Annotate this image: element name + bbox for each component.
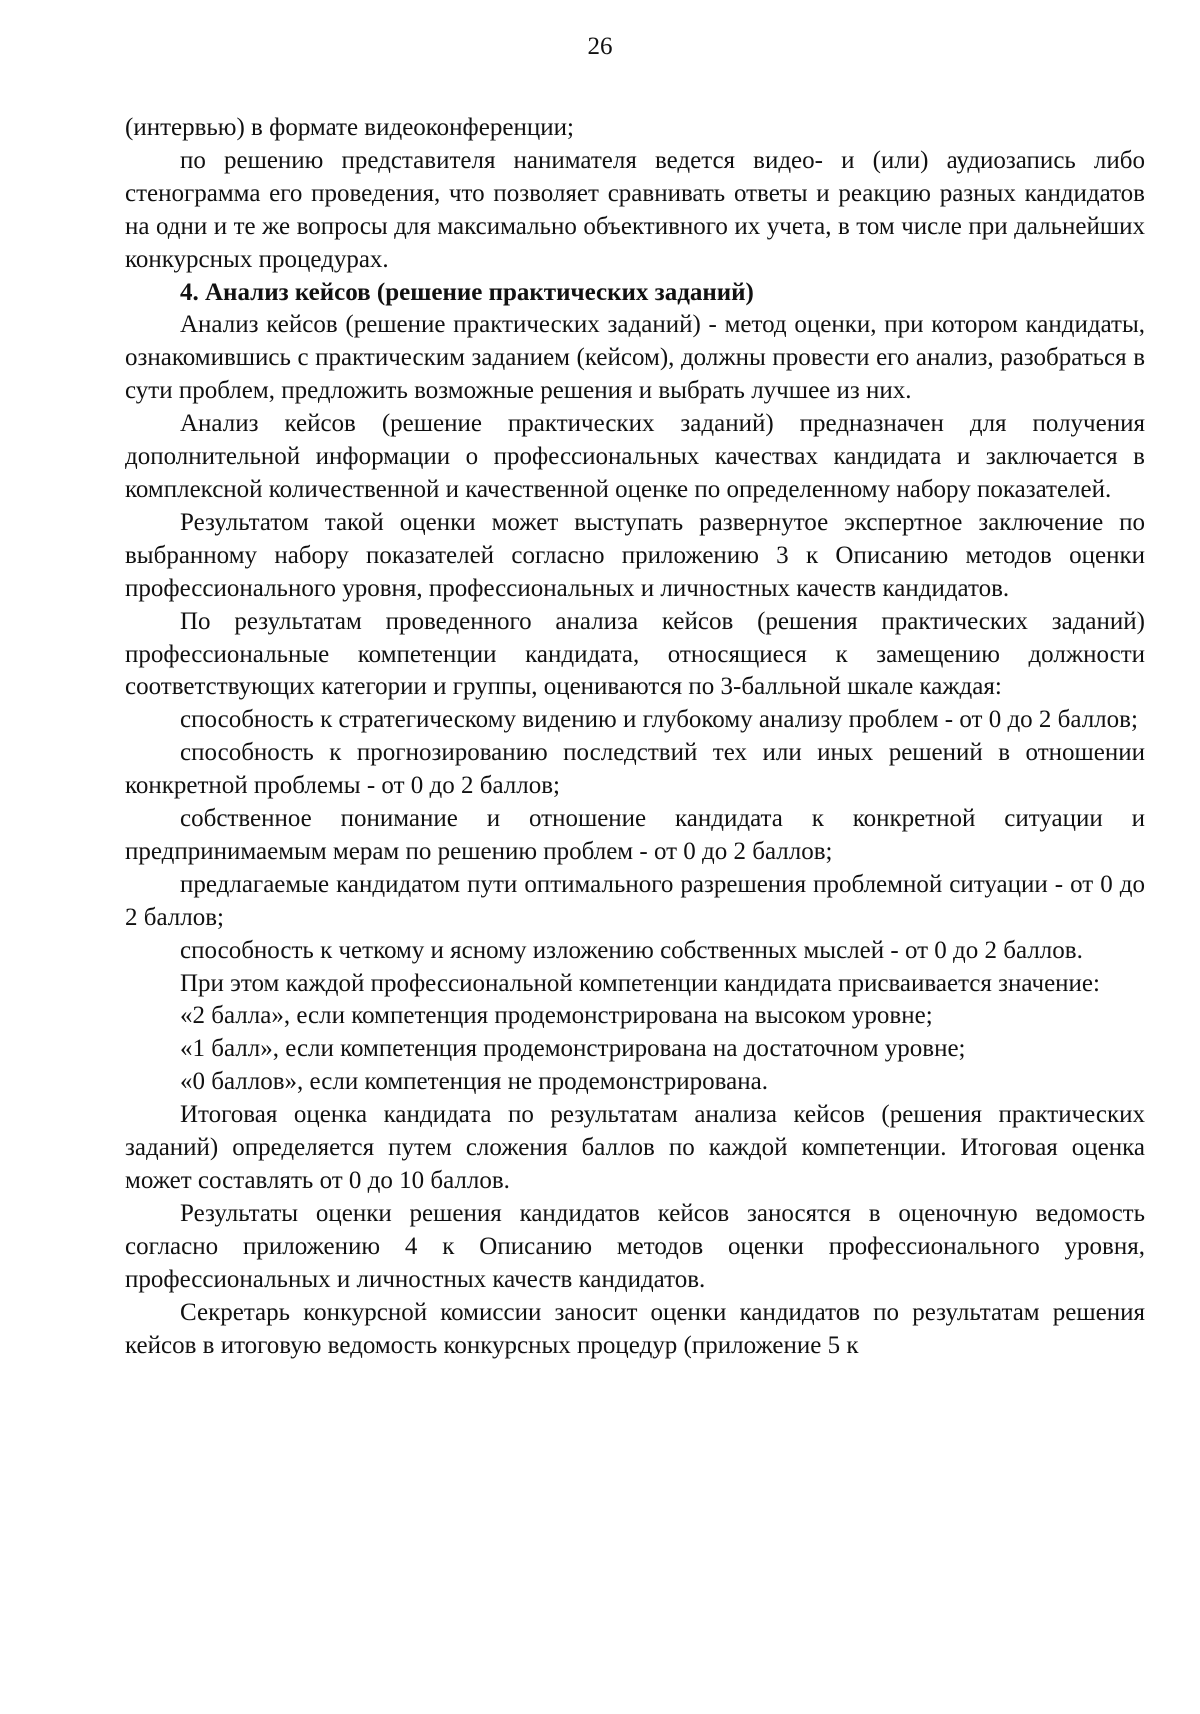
list-item: «1 балл», если компетенция продемонстрирована на достаточном уровне; (180, 1035, 966, 1063)
section-heading: 4. Анализ кейсов (решение практических заданий) (180, 278, 754, 306)
list-item: способность к стратегическому видению и глубокому анализу проблем - от 0 до 2 баллов; (180, 706, 1138, 734)
paragraph: Итоговая оценка кандидата по результатам анализа кейсов (решения практических заданий) определяется путем сложения баллов по каждой компетенции. Итоговая оценка может составлять от 0 до 10 баллов. (125, 1101, 1145, 1194)
list-item: способность к прогнозированию последствий тех или иных решений в отношении конкретной проблемы - от 0 до 2 баллов; (125, 739, 1145, 800)
paragraph: Анализ кейсов (решение практических заданий) предназначен для получения дополнительной информации о профессиональных качествах кандидата и заключается в комплексной количественной и качественной оценке по определенному набору показателей. (125, 410, 1145, 503)
list-item: «2 балла», если компетенция продемонстрирована на высоком уровне; (180, 1002, 933, 1030)
list-item: «0 баллов», если компетенция не продемонстрирована. (180, 1068, 768, 1096)
paragraph: (интервью) в формате видеоконференции; (125, 114, 574, 141)
paragraph: Результаты оценки решения кандидатов кейсов заносятся в оценочную ведомость согласно приложению 4 к Описанию методов оценки профессионального уровня, профессиональных и личностных качеств кандидатов. (125, 1199, 1145, 1293)
list-item: способность к четкому и ясному изложению собственных мыслей - от 0 до 2 баллов. (180, 936, 1083, 964)
paragraph: Результатом такой оценки может выступать развернутое экспертное заключение по выбранному набору показателей согласно приложению 3 к Описанию методов оценки профессионального уровня, профессиональных и личностных качеств кандидатов. (125, 508, 1145, 602)
paragraph: При этом каждой профессиональной компетенции кандидата присваивается значение: (180, 969, 1100, 997)
page-body (125, 112, 1145, 1362)
list-item: предлагаемые кандидатом пути оптимального разрешения проблемной ситуации - от 0 до 2 баллов; (125, 870, 1145, 931)
paragraph: Секретарь конкурсной комиссии заносит оценки кандидатов по результатам решения кейсов в итоговую ведомость конкурсных процедур (приложение 5 к (125, 1298, 1145, 1359)
paragraph: по решению представителя нанимателя ведется видео- и (или) аудиозапись либо стенограмма его проведения, что позволяет сравнивать ответы и реакцию разных кандидатов на одни и те же вопросы для максимально объективного их учета, в том числе при дальнейших конкурсных процедурах. (125, 146, 1145, 273)
paragraph: По результатам проведенного анализа кейсов (решения практических заданий) профессиональные компетенции кандидата, относящиеся к замещению должности соответствующих категории и группы, оцениваются по 3-балльной шкале каждая: (125, 607, 1145, 701)
paragraph: Анализ кейсов (решение практических заданий) - метод оценки, при котором кандидаты, ознакомившись с практическим заданием (кейсом), должны провести его анализ, разобраться в сути проблем, предложить возможные решения и выбрать лучшее из них. (125, 311, 1145, 405)
page-number: 26 (587, 33, 613, 60)
list-item: собственное понимание и отношение кандидата к конкретной ситуации и предпринимаемым мерам по решению проблем - от 0 до 2 баллов; (125, 805, 1145, 865)
